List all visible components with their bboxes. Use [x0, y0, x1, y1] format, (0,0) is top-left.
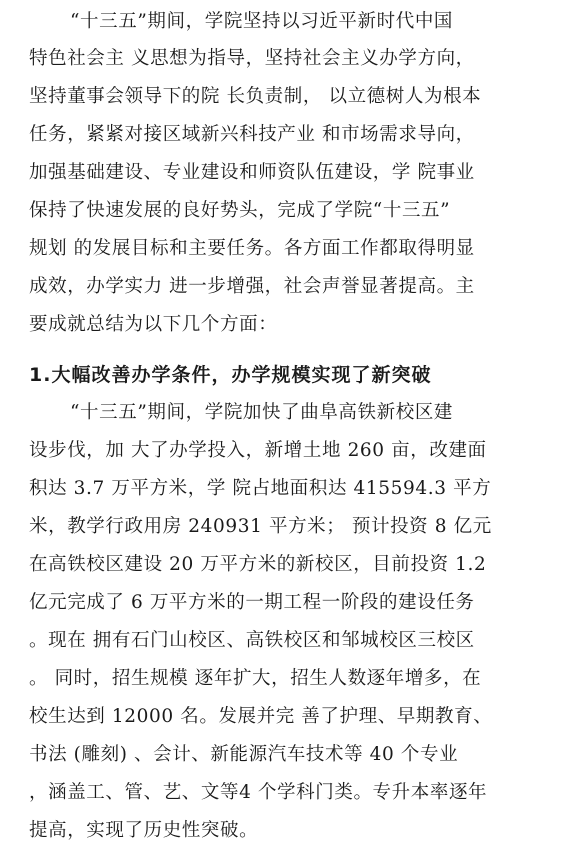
- paragraph1-line: 成效，办学实力 进一步增强，社会声誉显著提高。主: [29, 276, 475, 297]
- paragraph2-line: 。 同时，招生规模 逐年扩大，招生人数逐年增多，在: [29, 668, 482, 689]
- paragraph2-line: 书法 (雕刻) 、会计、新能源汽车技术等 40 个专业: [29, 744, 459, 765]
- paragraph2-line: 设步伐，加 大了办学投入，新增土地 260 亩，改建面: [29, 440, 487, 461]
- paragraph2-line: 校生达到 12000 名。发展并完 善了护理、早期教育、: [29, 706, 493, 727]
- paragraph2-line: 提高，实现了历史性突破。: [29, 820, 259, 841]
- paragraph1-line: 加强基础建设、专业建设和师资队伍建设，学 院事业: [29, 162, 475, 183]
- paragraph1-line: 保持了快速发展的良好势头，完成了学院“十三五”: [29, 200, 451, 221]
- section-heading: 1.大幅改善办学条件，办学规模实现了新突破: [29, 364, 432, 386]
- paragraph1-line: 要成就总结为以下几个方面：: [29, 314, 278, 335]
- paragraph1-line: 坚持董事会领导下的院 长负责制， 以立德树人为根本: [29, 86, 482, 107]
- paragraph1-line: “十三五”期间，学院坚持以习近平新时代中国: [70, 11, 454, 32]
- paragraph2-line: 。现在 拥有石门山校区、高铁校区和邹城校区三校区: [29, 630, 475, 651]
- paragraph1-line: 任务，紧紧对接区域新兴科技产业 和市场需求导向，: [29, 124, 475, 145]
- paragraph1-line: 规划 的发展目标和主要任务。各方面工作都取得明显: [29, 238, 475, 259]
- paragraph2-line: 在高铁校区建设 20 万平方米的新校区，目前投资 1.2: [29, 554, 487, 575]
- paragraph2-line: “十三五”期间，学院加快了曲阜高铁新校区建: [70, 402, 454, 423]
- paragraph2-line: 亿元完成了 6 万平方米的一期工程一阶段的建设任务: [29, 592, 475, 613]
- paragraph1-line: 特色社会主 义思想为指导，坚持社会主义办学方向，: [29, 48, 475, 69]
- paragraph2-line: 米，教学行政用房 240931 平方米； 预计投资 8 亿元: [29, 516, 492, 537]
- paragraph2-line: 积达 3.7 万平方米，学 院占地面积达 415594.3 平方: [29, 478, 492, 499]
- paragraph2-line: ，涵盖工、管、艺、文等4 个学科门类。专升本率逐年: [29, 782, 488, 803]
